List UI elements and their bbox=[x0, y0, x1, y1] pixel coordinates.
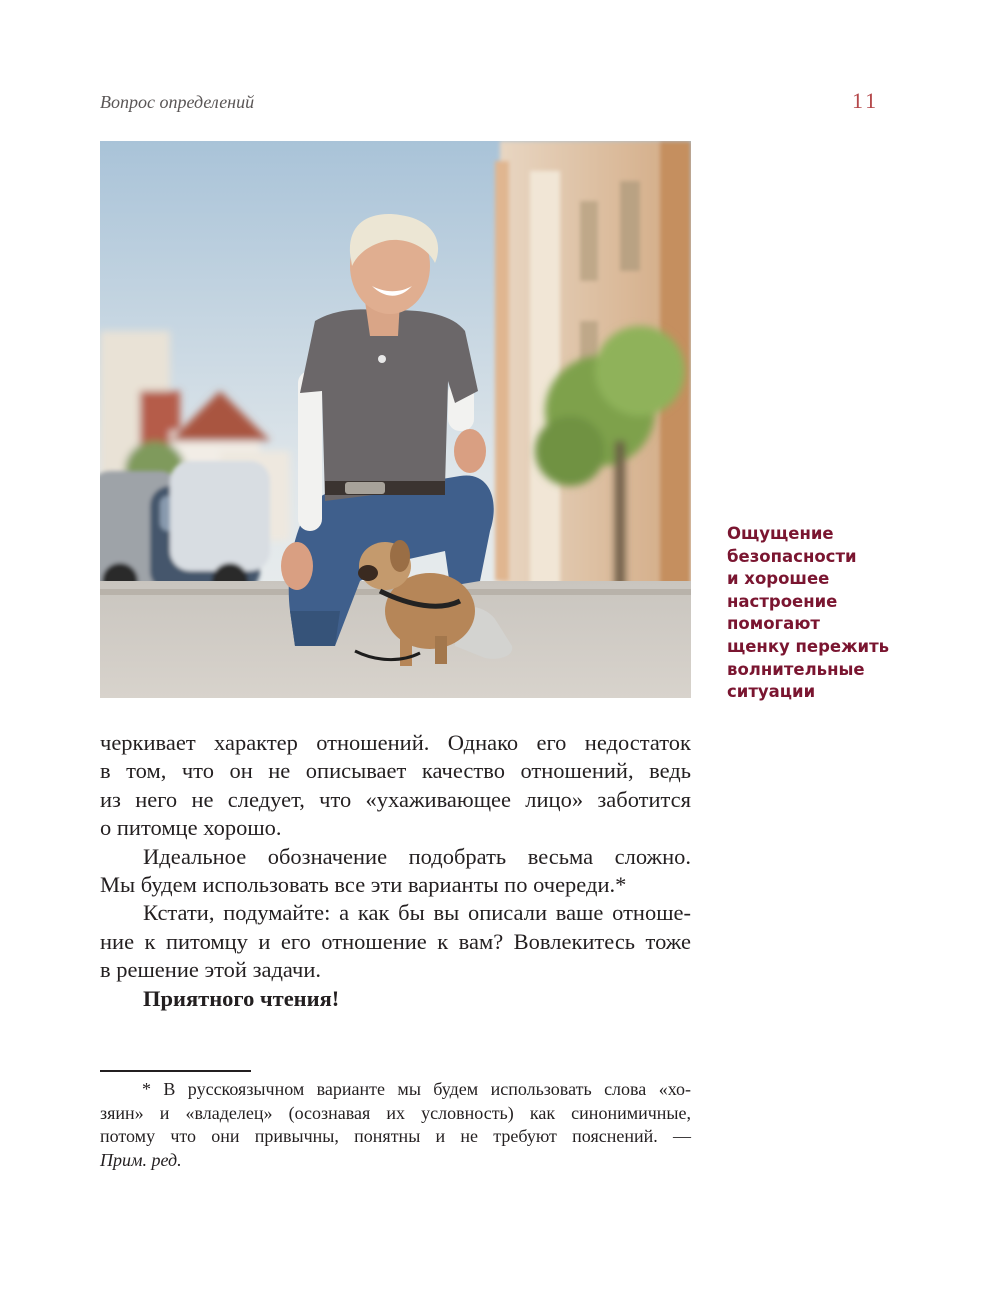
body-line: Мы будем использовать все эти варианты по очереди.* bbox=[100, 872, 627, 898]
caption-line: ситуации bbox=[727, 682, 816, 702]
caption-line: безопасности bbox=[727, 546, 857, 566]
running-head: Вопрос определений bbox=[100, 92, 255, 112]
caption-line: настроение bbox=[727, 591, 838, 611]
page-number: 11 bbox=[852, 88, 880, 113]
photo-woman-with-puppy bbox=[100, 141, 691, 698]
body-line: Идеальное обозначение подобрать весьма сложно. bbox=[143, 843, 691, 869]
footnote bbox=[100, 1078, 691, 1172]
body-line: о питомце хорошо. bbox=[100, 815, 282, 841]
footnote-divider bbox=[100, 1070, 251, 1072]
caption-line: Ощущение bbox=[727, 524, 834, 543]
body-line: черкивает характер отношений. Однако его недостаток bbox=[100, 730, 691, 755]
body-line: в решение этой задачи. bbox=[100, 957, 321, 983]
caption-line: и хорошее bbox=[727, 569, 830, 589]
footnote-line: зяин» и «владелец» (осознавая их условность) как синонимичные, bbox=[100, 1102, 691, 1123]
closing-line: Приятного чтения! bbox=[143, 985, 340, 1011]
caption-line: щенку пережить bbox=[727, 636, 890, 656]
footnote-note-label: Прим. ред. bbox=[100, 1149, 182, 1170]
caption-line: помогают bbox=[727, 614, 820, 634]
body-line: в том, что он не описывает качество отношений, ведь bbox=[100, 758, 691, 784]
photo-caption bbox=[727, 523, 897, 704]
footnote-line: * В русскоязычном варианте мы будем использовать слова «хо- bbox=[142, 1079, 691, 1099]
footnote-line: потому что они привычны, понятны и не требуют пояснений. — bbox=[100, 1126, 691, 1146]
body-line: Кстати, подумайте: а как бы вы описали ваше отноше- bbox=[143, 900, 691, 926]
caption-line: волнительные bbox=[727, 659, 865, 679]
body-text bbox=[100, 729, 691, 1013]
body-line: из него не следует, что «ухаживающее лицо» заботится bbox=[100, 786, 691, 812]
body-line: ние к питомцу и его отношение к вам? Вовлекитесь тоже bbox=[100, 928, 691, 954]
